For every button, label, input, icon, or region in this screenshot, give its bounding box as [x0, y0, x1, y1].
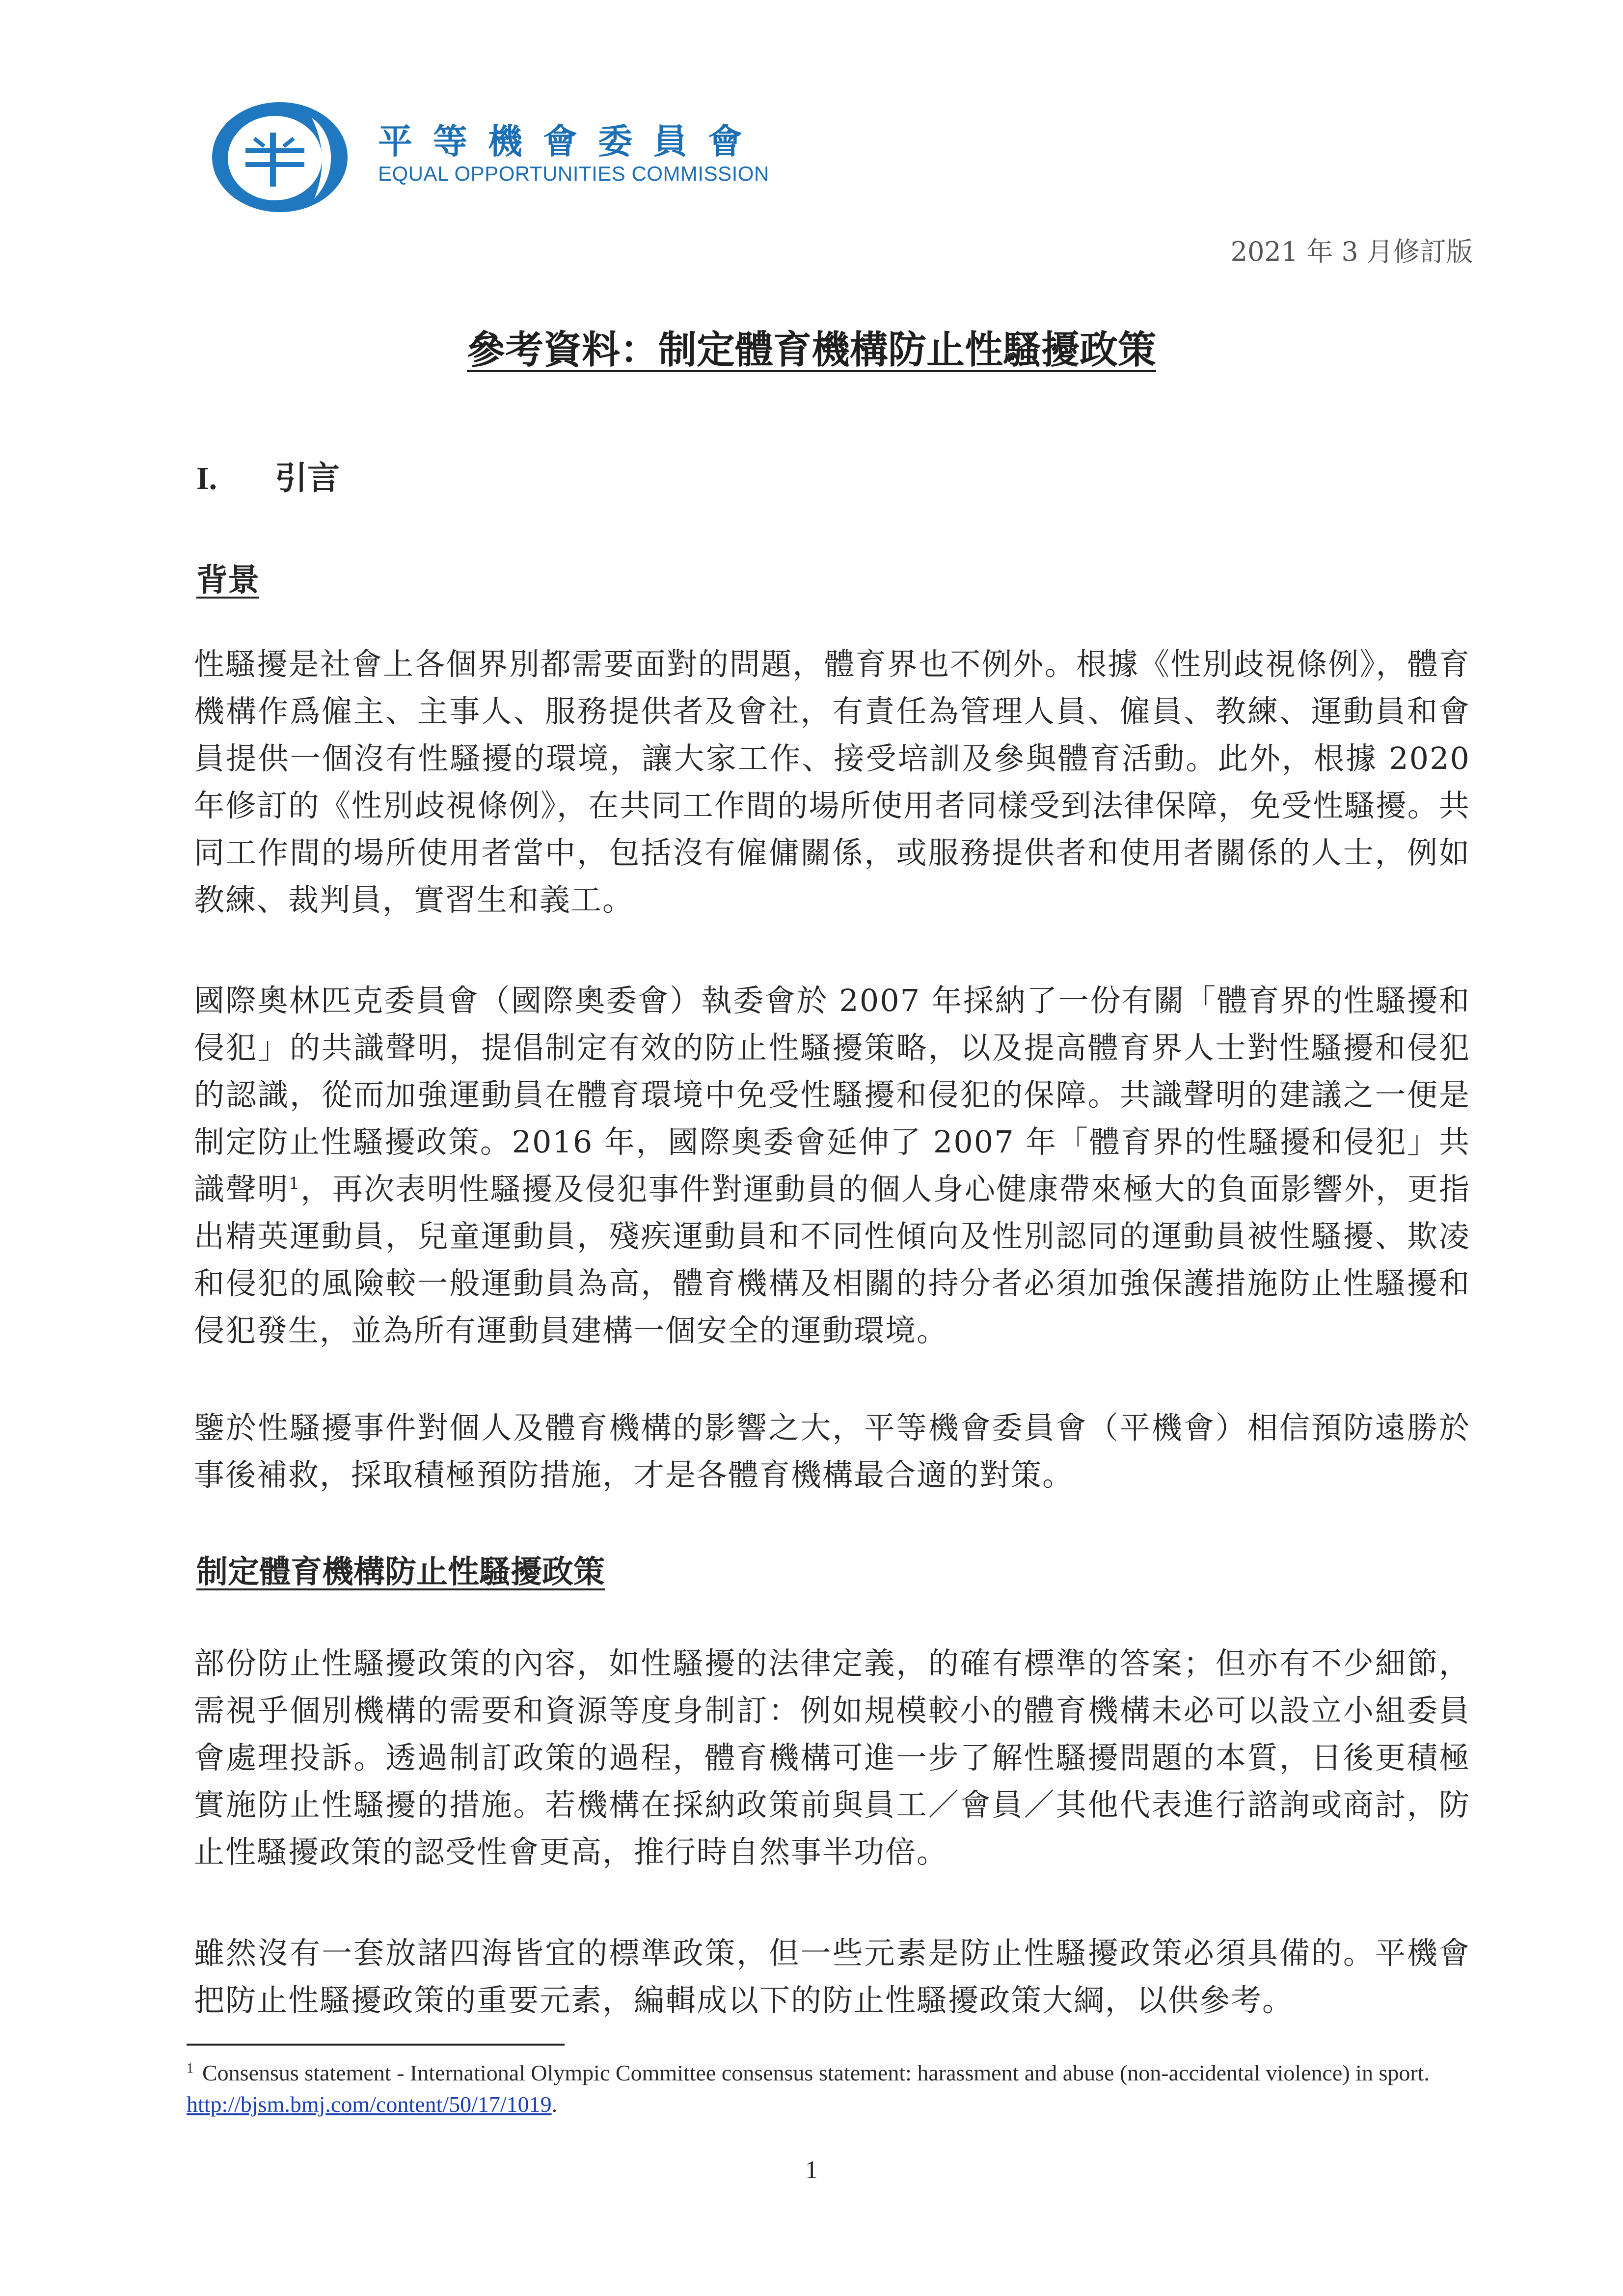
section-heading: [196, 452, 340, 498]
footnote-link[interactable]: http://bjsm.bmj.com/content/50/17/1019: [187, 2092, 552, 2117]
section-number: I.: [196, 461, 217, 496]
footnote-trailing: .: [551, 2092, 558, 2117]
section-title: 引言: [275, 459, 340, 497]
document-title: [0, 319, 1623, 374]
subheading-policy: 制定體育機構防止性騷擾政策: [196, 1554, 605, 1590]
page-number: 1: [805, 2156, 818, 2184]
paragraph-2-part-2: ，再次表明性騷擾及侵犯事件對運動員的個人身心健康帶來極大的負面影響外，更指出精英運動員，兒童運動員，殘疾運動員和不同性傾向及性別認同的運動員被性騷擾、欺凌和侵犯的風險較一般運動員為高，體育機構及相關的持分者必須加強保護措施防止性騷擾和侵犯發生，並為所有運動員建構一個安全的運動環境。: [194, 1171, 1470, 1348]
paragraph-2: [194, 977, 1470, 1354]
revision-date: 2021 年 3 月修訂版: [1230, 236, 1473, 267]
paragraph-4: 部份防止性騷擾政策的內容，如性騷擾的法律定義，的確有標準的答案；但亦有不少細節，需視乎個別機構的需要和資源等度身制訂：例如規模較小的體育機構未必可以設立小組委員會處理投訴。透過制訂政策的過程，體育機構可進一步了解性騷擾問題的本質，日後更積極實施防止性騷擾的措施。若機構在採納政策前與員工／會員／其他代表進行諮詢或商討，防止性騷擾政策的認受性會更高，推行時自然事半功倍。: [194, 1645, 1470, 1870]
footnote-marker: 1: [187, 2060, 193, 2076]
subheading-background: 背景: [196, 562, 259, 599]
paragraph-1: 性騷擾是社會上各個界別都需要面對的問題，體育界也不例外。根據《性別歧視條例》，體育機構作爲僱主、主事人、服務提供者及會社，有責任為管理人員、僱員、教練、運動員和會員提供一個沒有性騷擾的環境，讓大家工作、接受培訓及參與體育活動。此外，根據 2020 年修訂的《性別歧視條例》，在共同工作間的場所使用者同樣受到法律保障，免受性騷擾。共同工作間的場所使用者當中，包括沒有僱傭關係，或服務提供者和使用者關係的人士，例如教練、裁判員，實習生和義工。: [194, 646, 1470, 918]
paragraph-3: 鑒於性騷擾事件對個人及體育機構的影響之大，平等機會委員會（平機會）相信預防遠勝於事後補救，採取積極預防措施，才是各體育機構最合適的對策。: [194, 1410, 1470, 1493]
org-name-zh: 平等機會委員會: [378, 121, 763, 162]
document-title-text: 參考資料：制定體育機構防止性騷擾政策: [466, 328, 1156, 372]
header-logo: [211, 93, 800, 221]
footnote-ref: 1: [289, 1174, 300, 1194]
footnote-text: Consensus statement - International Olympic Committee consensus statement: harassment and abuse (non-accidental violence) in sport.: [202, 2060, 1430, 2085]
footnote: [187, 2057, 1478, 2120]
paragraph-2-part-1: 國際奧林匹克委員會（國際奧委會）執委會於 2007 年採納了一份有關「體育界的性騷擾和侵犯」的共識聲明，提倡制定有效的防止性騷擾策略，以及提高體育界人士對性騷擾和侵犯的認識，從而加強運動員在體育環境中免受性騷擾和侵犯的保障。共識聲明的建議之一便是制定防止性騷擾政策。2016 年，國際奧委會延伸了 2007 年「體育界的性騷擾和侵犯」共識聲明: [194, 983, 1470, 1207]
eoc-logo-icon: [211, 98, 353, 216]
org-name-en: EQUAL OPPORTUNITIES COMMISSION: [378, 162, 769, 185]
paragraph-5: 雖然沒有一套放諸四海皆宜的標準政策，但一些元素是防止性騷擾政策必須具備的。平機會把防止性騷擾政策的重要元素，編輯成以下的防止性騷擾政策大綱，以供參考。: [194, 1935, 1470, 2018]
footnote-divider: [187, 2044, 565, 2046]
